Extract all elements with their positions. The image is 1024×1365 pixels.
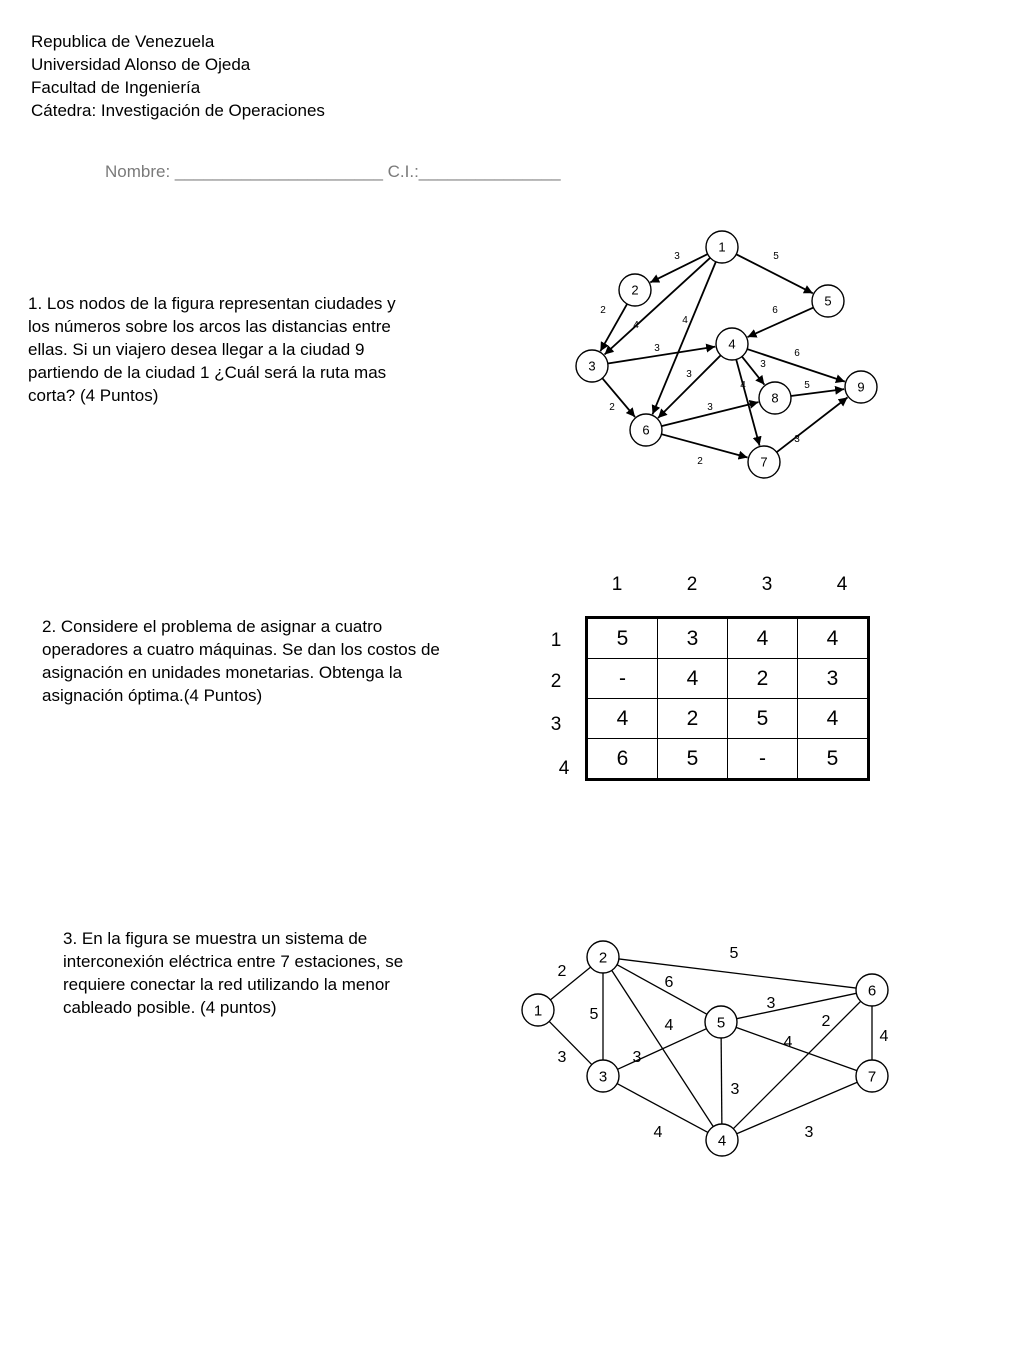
edge-weight-1-5: 5 bbox=[773, 251, 779, 262]
table-cell: 5 bbox=[658, 739, 728, 780]
assignment-col-header-4: 4 bbox=[836, 574, 848, 595]
node-label-4: 4 bbox=[717, 1132, 727, 1150]
table-cell: 2 bbox=[728, 659, 798, 699]
edge-weight-2-3: 2 bbox=[600, 305, 606, 316]
edge-weight-1-6: 4 bbox=[682, 315, 688, 326]
node-label-3: 3 bbox=[588, 358, 596, 374]
edge-8-9 bbox=[791, 389, 844, 396]
table-cell: - bbox=[728, 739, 798, 780]
edge-weight-4-6: 3 bbox=[686, 369, 692, 380]
edge-1-3 bbox=[549, 1021, 592, 1064]
edge-weight-5-7: 4 bbox=[783, 1034, 793, 1051]
header-line-country: Republica de Venezuela bbox=[31, 32, 215, 51]
edge-3-5 bbox=[618, 1029, 707, 1070]
edge-weight-1-3: 3 bbox=[557, 1049, 567, 1066]
node-label-1: 1 bbox=[718, 239, 726, 255]
edge-1-3 bbox=[605, 258, 711, 355]
edge-3-4 bbox=[608, 347, 715, 364]
edge-weight-3-5: 3 bbox=[632, 1049, 642, 1066]
edge-weight-2-4: 4 bbox=[664, 1017, 674, 1034]
edge-2-6 bbox=[619, 959, 856, 988]
edge-weight-3-4: 4 bbox=[653, 1124, 663, 1141]
assignment-row-header-1: 1 bbox=[550, 630, 562, 651]
electrical-network-graph bbox=[510, 930, 900, 1170]
assignment-row-header-3: 3 bbox=[550, 714, 562, 735]
table-cell: 5 bbox=[587, 618, 658, 659]
edge-weight-4-7: 3 bbox=[804, 1124, 814, 1141]
node-label-6: 6 bbox=[867, 982, 877, 1000]
node-label-3: 3 bbox=[598, 1068, 608, 1086]
edge-5-6 bbox=[737, 993, 857, 1018]
edge-weight-1-2: 3 bbox=[674, 251, 680, 262]
node-label-7: 7 bbox=[867, 1068, 877, 1086]
edge-5-4 bbox=[748, 308, 814, 338]
graph2-nodes bbox=[522, 941, 888, 1156]
node-label-9: 9 bbox=[857, 379, 865, 395]
edge-weight-1-2: 2 bbox=[557, 963, 567, 980]
node-label-4: 4 bbox=[728, 336, 736, 352]
table-cell: 6 bbox=[587, 739, 658, 780]
edge-weight-6-7: 2 bbox=[697, 456, 703, 467]
table-row bbox=[587, 659, 869, 699]
assignment-col-header-1: 1 bbox=[611, 574, 623, 595]
node-label-2: 2 bbox=[598, 949, 608, 967]
table-cell: 4 bbox=[658, 659, 728, 699]
question-3-text: 3. En la figura se muestra un sistema de interconexión eléctrica entre 7 estaciones, se requiere conectar la red utilizando la menor cableado posible. (4 puntos) bbox=[63, 929, 404, 1017]
table-cell: 4 bbox=[798, 618, 869, 659]
edge-weight-4-6: 3 bbox=[730, 1081, 740, 1098]
table-cell: - bbox=[587, 659, 658, 699]
edge-weight-1-3: 4 bbox=[633, 320, 639, 331]
question-2-text: 2. Considere el problema de asignar a cuatro operadores a cuatro máquinas. Se dan los costos de asignación en unidades monetarias. Obtenga la asignación óptima.(4 Puntos) bbox=[42, 617, 440, 705]
edge-weight-6-7: 4 bbox=[879, 1028, 889, 1045]
table-cell: 3 bbox=[798, 659, 869, 699]
edge-5-4 bbox=[721, 1038, 722, 1124]
table-row bbox=[587, 618, 869, 659]
assignment-row-header-4: 4 bbox=[558, 758, 570, 779]
edge-weight-3-6: 2 bbox=[609, 402, 615, 413]
edge-3-6 bbox=[602, 378, 635, 417]
node-label-7: 7 bbox=[760, 454, 768, 470]
graph2-edges bbox=[549, 959, 872, 1134]
assignment-col-header-3: 3 bbox=[761, 574, 773, 595]
edge-weight-3-4: 3 bbox=[654, 343, 660, 354]
table-cell: 2 bbox=[658, 699, 728, 739]
table-cell: 4 bbox=[798, 699, 869, 739]
edge-weight-4-7: 4 bbox=[740, 380, 746, 391]
institution-header bbox=[31, 30, 325, 122]
edge-weight-4-9: 6 bbox=[794, 348, 800, 359]
node-label-8: 8 bbox=[771, 390, 779, 406]
table-cell: 4 bbox=[587, 699, 658, 739]
table-cell: 4 bbox=[728, 618, 798, 659]
edge-weight-8-9: 5 bbox=[804, 380, 810, 391]
node-label-6: 6 bbox=[642, 422, 650, 438]
assignment-row-header-2: 2 bbox=[550, 671, 562, 692]
edge-weight-5-4: 2 bbox=[821, 1013, 831, 1030]
assignment-col-header-2: 2 bbox=[686, 574, 698, 595]
edge-weight-5-6: 3 bbox=[766, 995, 776, 1012]
table-row bbox=[587, 739, 869, 780]
header-line-university: Universidad Alonso de Ojeda bbox=[31, 55, 251, 74]
edge-weight-4-8: 3 bbox=[760, 359, 766, 370]
table-row bbox=[587, 699, 869, 739]
edge-2-5 bbox=[617, 965, 707, 1015]
table-cell: 5 bbox=[728, 699, 798, 739]
header-line-course: Cátedra: Investigación de Operaciones bbox=[31, 101, 325, 120]
graph2-weights bbox=[558, 945, 889, 1141]
table-cell: 3 bbox=[658, 618, 728, 659]
edge-weight-5-4: 6 bbox=[772, 305, 778, 316]
edge-weight-2-5: 6 bbox=[664, 974, 674, 991]
shortest-path-graph bbox=[560, 220, 900, 490]
edge-3-4 bbox=[617, 1084, 708, 1133]
header-line-faculty: Facultad de Ingeniería bbox=[31, 78, 201, 97]
student-name-id-line: Nombre: ______________________ C.I.:_______________ bbox=[105, 162, 561, 181]
graph1-nodes bbox=[576, 231, 877, 478]
node-label-5: 5 bbox=[824, 293, 832, 309]
edge-weight-2-6: 5 bbox=[729, 945, 739, 962]
assignment-cost-table bbox=[585, 616, 870, 781]
node-label-2: 2 bbox=[631, 282, 639, 298]
edge-6-7 bbox=[661, 434, 747, 457]
node-label-5: 5 bbox=[716, 1014, 726, 1032]
edge-weight-2-3: 5 bbox=[589, 1006, 599, 1023]
node-label-1: 1 bbox=[533, 1002, 543, 1020]
table-cell: 5 bbox=[798, 739, 869, 780]
edge-5-7 bbox=[736, 1027, 857, 1070]
edge-weight-7-9: 3 bbox=[794, 434, 800, 445]
edge-weight-6-8: 3 bbox=[707, 402, 713, 413]
question-1-text: 1. Los nodos de la figura representan ciudades y los números sobre los arcos las distancias entre ellas. Si un viajero desea llegar a la ciudad 9 partiendo de la ciudad 1 ¿Cuál será la ruta mas corta? (4 Puntos) bbox=[28, 294, 396, 405]
edge-1-2 bbox=[550, 967, 590, 1000]
